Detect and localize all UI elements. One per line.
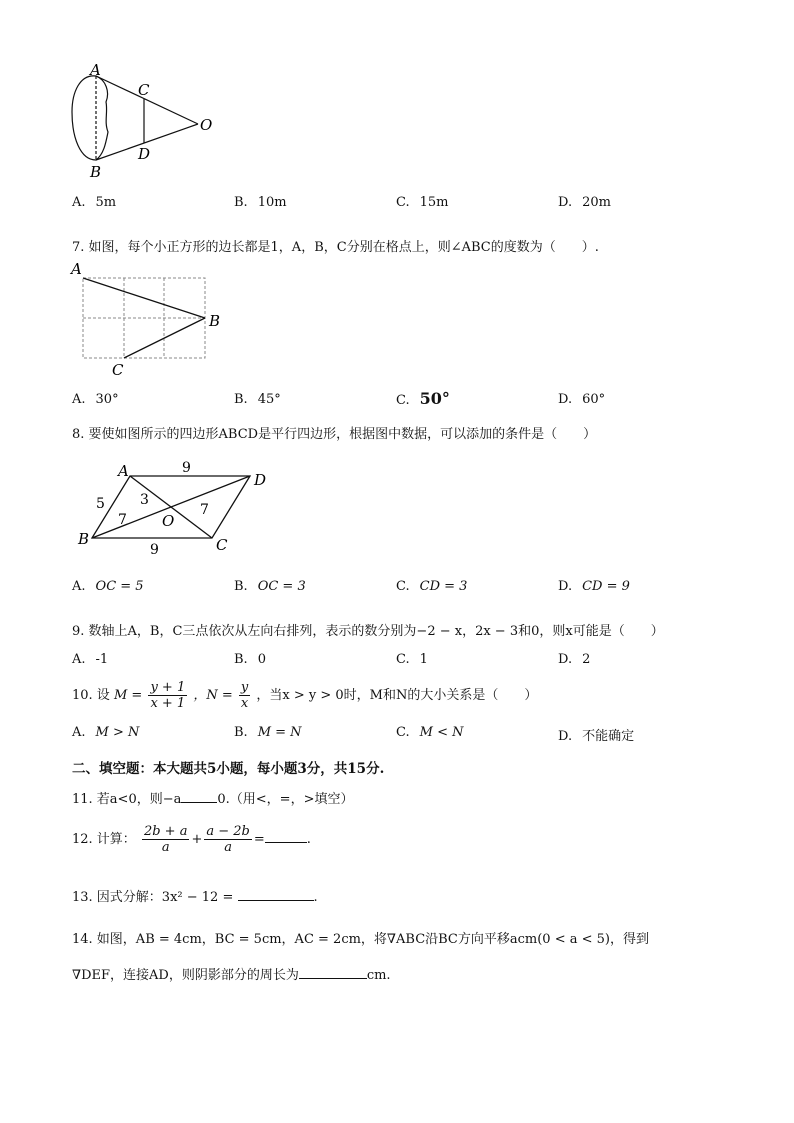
q6-option-c: C. 15m [396, 195, 449, 210]
section-heading: 二、填空题：本大题共5小题，每小题3分，共15分. [72, 761, 385, 777]
q7-label-a: A [71, 260, 82, 278]
q8-value-od: 7 [200, 502, 209, 518]
q12-fraction-1: $\frac{2b + a}{a}$ [143, 824, 188, 855]
q8-value-ab: 5 [96, 496, 105, 512]
q8-value-ao: 3 [140, 492, 149, 508]
q6-figure [60, 62, 230, 182]
q9-option-a: A. -1 [72, 652, 109, 667]
q8-option-c: C. CD = 3 [396, 579, 468, 594]
q6-option-b: B. 10m [234, 195, 287, 210]
q12-fraction-2: $\frac{a - 2b}{a}$ [206, 824, 250, 855]
q8-value-bc: 9 [150, 542, 159, 558]
q13-text: 13. 因式分解：3x² − 12 = . [72, 890, 318, 905]
q8-option-b: B. OC = 3 [234, 579, 306, 594]
q6-label-b: B [90, 163, 102, 181]
q7-option-b: B. 45° [234, 392, 281, 407]
q12-text: 12. 计算： $\frac{2b + a}{a}$ + $\frac{a - 2b}{a}$ = . [72, 824, 311, 855]
q7-label-b: B [209, 312, 221, 330]
q14-line1: 14. 如图，AB = 4cm，BC = 5cm，AC = 2cm，将∇ABC沿BC方向平移acm(0 < a < 5)，得到 [72, 932, 649, 947]
q7-label-c: C [112, 361, 124, 379]
q7-option-c: C. 50° [396, 389, 450, 408]
q14-answer-blank[interactable] [299, 966, 367, 979]
q9-option-c: C. 1 [396, 652, 428, 667]
q8-label-b: B [78, 530, 90, 548]
q7-option-d: D. 60° [558, 392, 606, 407]
q10-option-b: B. M = N [234, 725, 302, 740]
q14-line2: ∇DEF，连接AD，则阴影部分的周长为 cm. [72, 968, 391, 983]
q8-option-d: D. CD = 9 [558, 579, 630, 594]
q10-option-a: A. M > N [72, 725, 140, 740]
q6-label-c: C [138, 81, 150, 99]
q9-option-b: B. 0 [234, 652, 266, 667]
q8-text: 8. 要使如图所示的四边形ABCD是平行四边形，根据图中数据，可以添加的条件是（ ） [72, 427, 597, 442]
q12-answer-blank[interactable] [265, 830, 307, 843]
q10-option-d: D. 不能确定 [558, 729, 635, 744]
q10-text: 10. 设 M = $\frac{y + 1}{x + 1}$ ，N = $\frac{y}{x}$ ，当x > y > 0时，M和N的大小关系是（ ） [72, 680, 538, 711]
q8-label-c: C [216, 536, 228, 554]
q9-option-d: D. 2 [558, 652, 591, 667]
q6-option-d: D. 20m [558, 195, 611, 210]
q6-label-d: D [138, 145, 151, 163]
q8-option-a: A. OC = 5 [72, 579, 144, 594]
q6-option-a: A. 5m [72, 195, 117, 210]
q10-m-fraction: $\frac{y + 1}{x + 1}$ [150, 680, 186, 711]
q8-label-a: A [118, 462, 129, 480]
q8-figure [74, 458, 284, 558]
q11-text: 11. 若a<0，则−a 0.（用<，=，>填空） [72, 792, 354, 807]
q8-value-bo: 7 [118, 512, 127, 528]
q11-answer-blank[interactable] [181, 790, 217, 803]
q10-n-fraction: $\frac{y}{x}$ [240, 680, 249, 711]
q7-text: 7. 如图，每个小正方形的边长都是1，A，B，C分别在格点上，则∠ABC的度数为（ ）. [72, 240, 599, 255]
q7-figure [66, 260, 236, 380]
q13-answer-blank[interactable] [238, 888, 314, 901]
q8-label-d: D [254, 471, 267, 489]
q10-option-c: C. M < N [396, 725, 464, 740]
q6-label-a: A [90, 62, 101, 79]
q7-option-a: A. 30° [72, 392, 119, 407]
q8-value-ad: 9 [182, 460, 191, 476]
q6-label-o: O [200, 116, 213, 134]
q9-text: 9. 数轴上A，B，C三点依次从左向右排列，表示的数分别为−2 − x，2x − 3和0，则x可能是（ ） [72, 624, 664, 639]
q8-label-o: O [162, 512, 175, 530]
